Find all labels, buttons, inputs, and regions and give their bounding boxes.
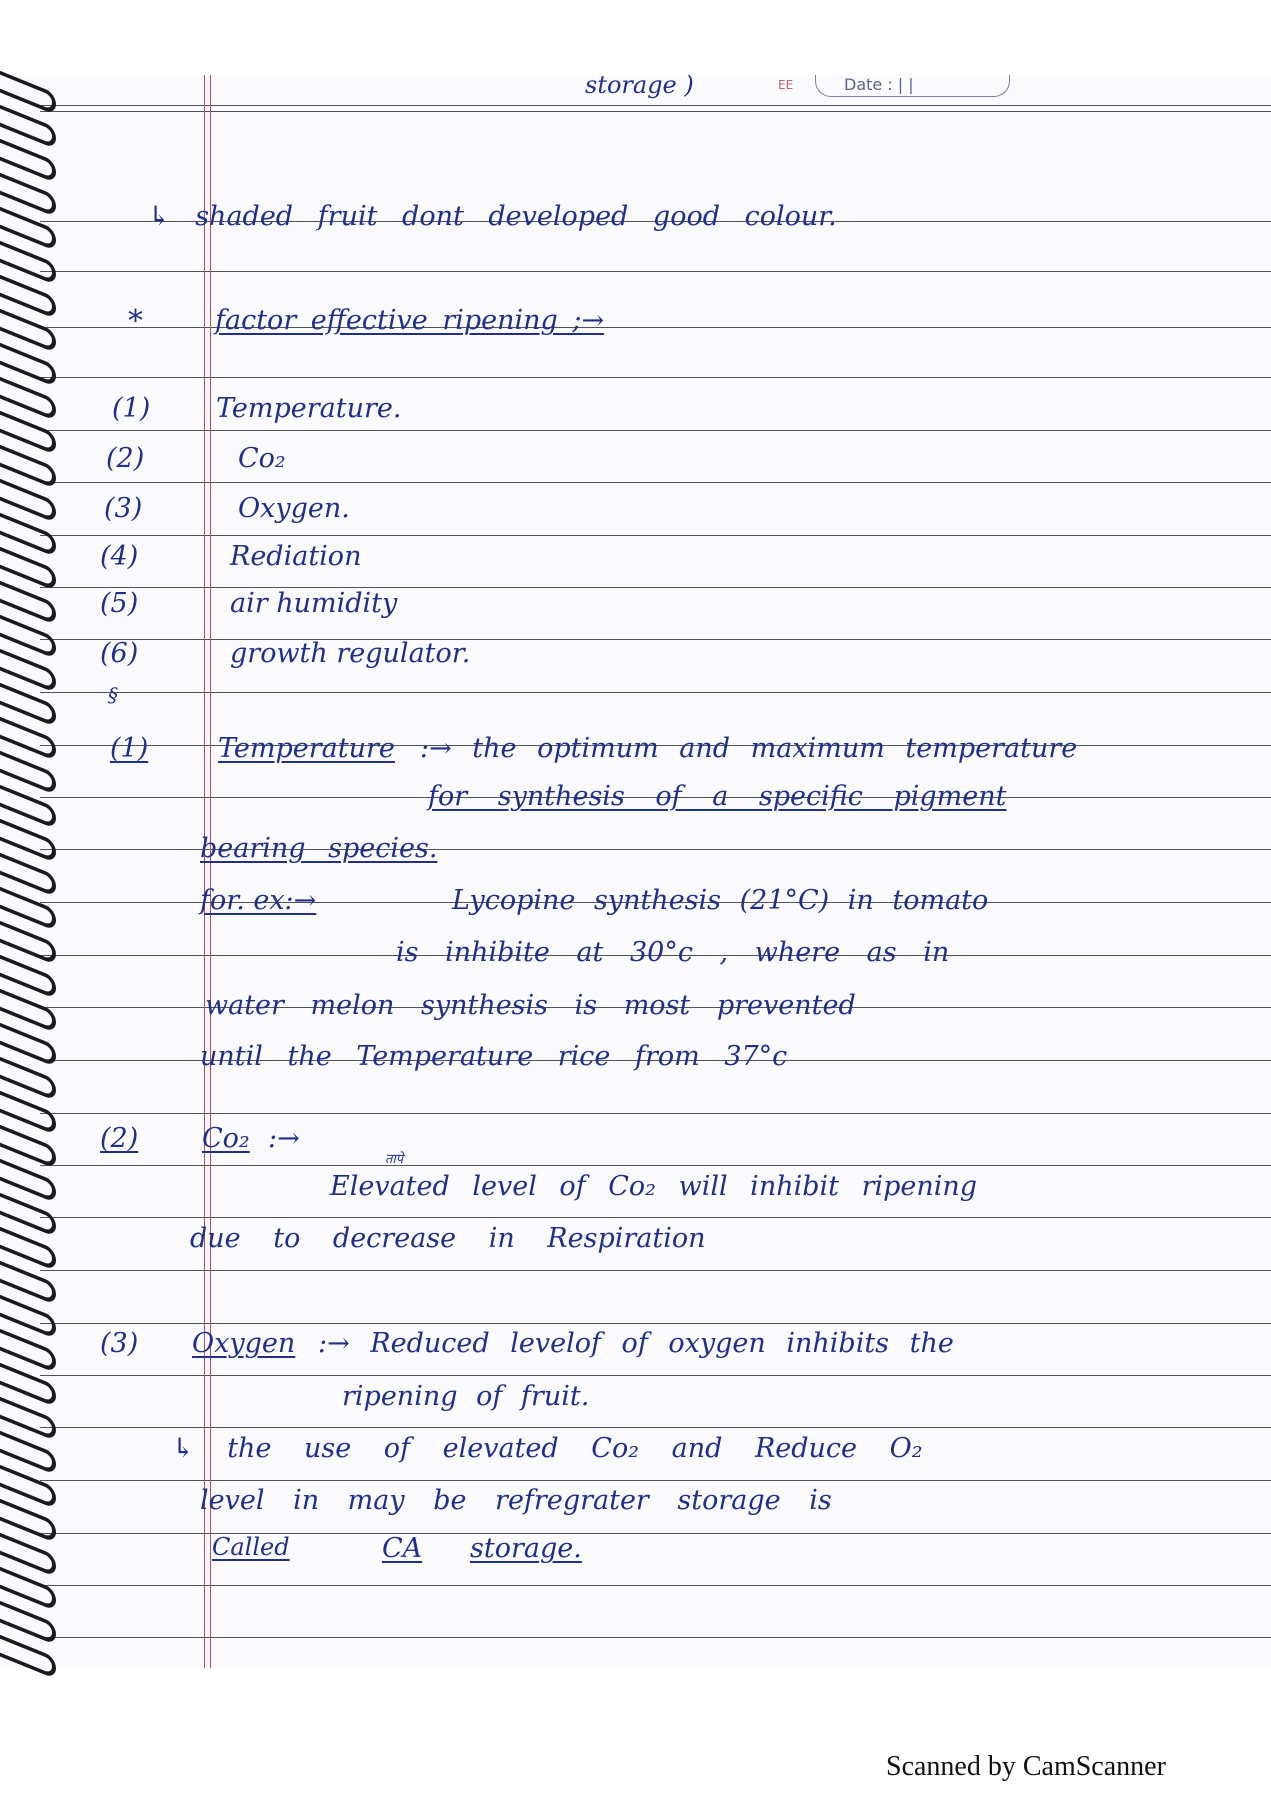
rule-line	[40, 105, 1271, 106]
rule-line	[40, 692, 1271, 693]
rule-line	[40, 377, 1271, 378]
rule-line	[40, 1375, 1271, 1376]
oxygen-text: Called	[212, 1533, 290, 1561]
temperature-text: water melon synthesis is most prevented	[205, 990, 856, 1021]
date-field	[815, 75, 1010, 97]
factor-number: (3)	[104, 493, 143, 524]
section-heading-co2: Co₂	[202, 1123, 250, 1154]
date-label: Date : | |	[844, 75, 914, 94]
factor-item: Oxygen.	[238, 493, 350, 524]
factor-number: (2)	[106, 443, 145, 474]
oxygen-text: :→ Reduced levelof of oxygen inhibits the	[318, 1328, 954, 1359]
rule-line	[40, 111, 1271, 112]
section-number: (3)	[100, 1328, 139, 1359]
rule-line	[40, 1585, 1271, 1586]
oxygen-text: level in may be refregrater storage is	[200, 1485, 832, 1516]
margin-line	[204, 75, 205, 1668]
co2-small-note: तापे	[385, 1152, 404, 1167]
bullet-star: *	[128, 304, 143, 339]
rule-line	[40, 430, 1271, 431]
margin-line	[210, 75, 211, 1668]
oxygen-text: storage.	[470, 1533, 582, 1564]
rule-line	[40, 587, 1271, 588]
rule-line	[40, 1217, 1271, 1218]
factor-number: (4)	[100, 541, 139, 572]
temperature-text: bearing species.	[200, 833, 438, 864]
temperature-text: for synthesis of a specific pigment	[428, 781, 1007, 812]
temperature-text: :→ the optimum and maximum temperature	[420, 733, 1078, 764]
section-number: (2)	[100, 1123, 139, 1154]
scanner-watermark: Scanned by CamScanner	[886, 1751, 1166, 1782]
temperature-text: until the Temperature rice from 37°c	[200, 1041, 788, 1072]
factor-item: Co₂	[238, 443, 286, 474]
heading-factor-ripening: factor effective ripening ;→	[215, 305, 605, 336]
ca-label: CA	[382, 1533, 423, 1564]
rule-line	[40, 1427, 1271, 1428]
oxygen-text: ripening of fruit.	[342, 1381, 590, 1412]
example-label: for. ex:→	[200, 885, 317, 916]
rule-line	[40, 271, 1271, 272]
rule-line	[40, 482, 1271, 483]
co2-text: due to decrease in Respiration	[190, 1223, 706, 1254]
date-prefix: EE	[778, 78, 794, 92]
co2-text: Elevated level of Co₂ will inhibit ripening	[330, 1171, 978, 1202]
section-heading-temperature: Temperature	[218, 733, 395, 764]
co2-arrow: :→	[268, 1123, 300, 1154]
rule-line	[40, 1270, 1271, 1271]
notebook-page	[0, 75, 1271, 1668]
section-heading-oxygen: Oxygen	[192, 1328, 296, 1359]
temperature-text: is inhibite at 30°c , where as in	[396, 937, 950, 968]
rule-line	[40, 1165, 1271, 1166]
header-top-word: storage )	[585, 75, 694, 99]
rule-line	[40, 1113, 1271, 1114]
factor-item: growth regulator.	[230, 638, 471, 669]
factor-number: (5)	[100, 588, 139, 619]
section-number: (1)	[110, 733, 149, 764]
oxygen-text: ↳ the use of elevated Co₂ and Reduce O₂	[172, 1433, 923, 1464]
rule-line	[40, 1480, 1271, 1481]
rule-line	[40, 639, 1271, 640]
factor-number: (6)	[100, 638, 139, 669]
line-shaded-fruit: ↳ shaded fruit dont developed good colour.	[148, 201, 837, 232]
rule-line	[40, 1637, 1271, 1638]
temperature-text: Lycopine synthesis (21°C) in tomato	[452, 885, 989, 916]
rule-line	[40, 535, 1271, 536]
factor-item: Rediation	[230, 541, 362, 572]
rule-line	[40, 1323, 1271, 1324]
factor-number: (1)	[112, 393, 151, 424]
factor-item: air humidity	[230, 588, 398, 619]
factor-item: Temperature.	[216, 393, 402, 424]
stray-mark: §	[108, 683, 118, 707]
